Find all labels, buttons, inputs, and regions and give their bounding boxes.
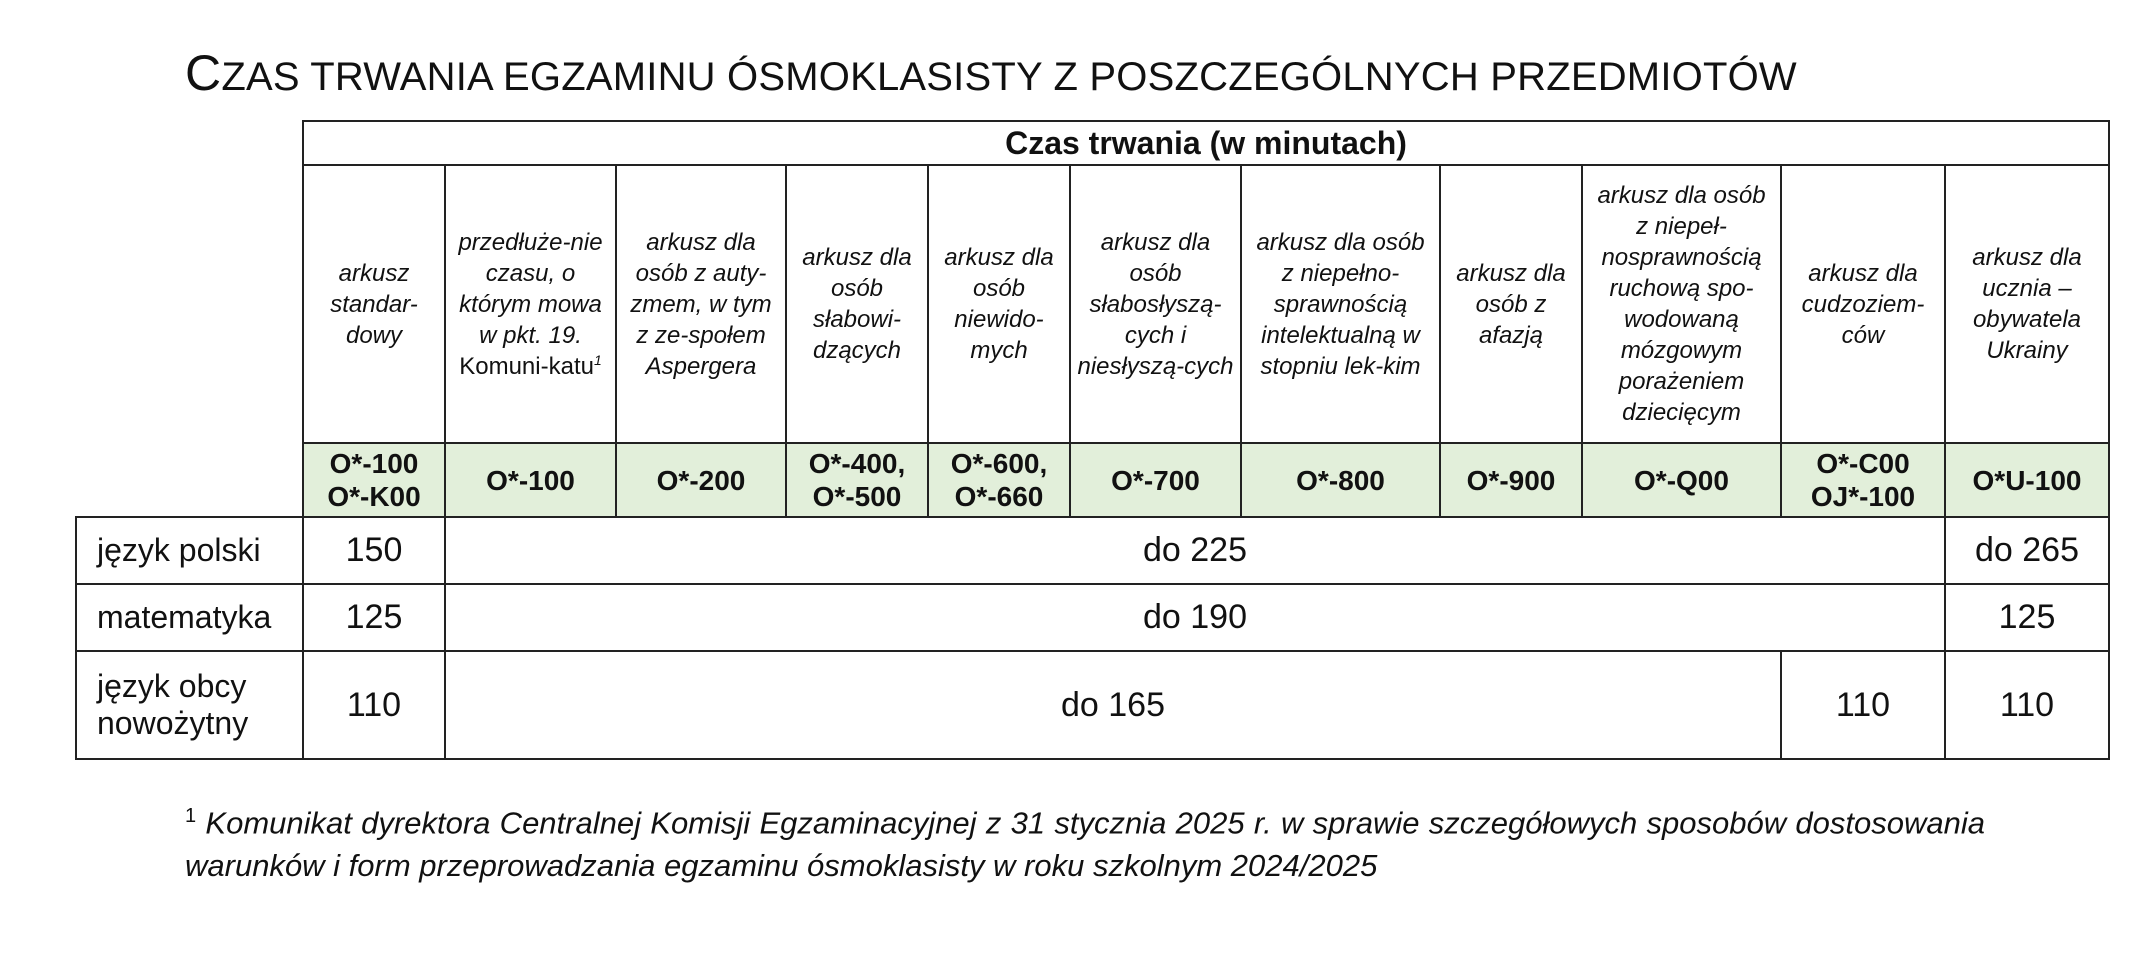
value-standard: 150 xyxy=(303,517,445,584)
col-desc-aphasia: arkusz dla osób z afazją xyxy=(1440,165,1582,443)
col-desc-cerebral-palsy: arkusz dla osób z niepeł-nosprawnością ruchową spo-wodowaną mózgowym porażeniem dziecięcym xyxy=(1582,165,1781,443)
code-standard: O*-100 O*-K00 xyxy=(303,443,445,517)
exam-duration-table xyxy=(75,120,2110,760)
col-desc-time-extension xyxy=(445,165,616,443)
code-autism: O*-200 xyxy=(616,443,786,517)
col-desc-standard: arkusz standar-dowy xyxy=(303,165,445,443)
footnote-ref: 1 xyxy=(593,351,602,368)
title-rest: ZAS TRWANIA EGZAMINU ÓSMOKLASISTY Z POSZCZEGÓLNYCH PRZEDMIOTÓW xyxy=(221,55,1797,99)
table-row-foreign-language xyxy=(76,651,2109,759)
page-title xyxy=(185,44,1797,102)
value-extended: do 225 xyxy=(445,517,1945,584)
col-desc-ukraine: arkusz dla ucznia – obywatela Ukrainy xyxy=(1945,165,2109,443)
code-cerebral-palsy: O*-Q00 xyxy=(1582,443,1781,517)
value-standard: 110 xyxy=(303,651,445,759)
corner-blank-cell xyxy=(76,121,303,517)
code-time-extension: O*-100 xyxy=(445,443,616,517)
value-ukraine: 110 xyxy=(1945,651,2109,759)
col-desc-extension-text: przedłuże-nie czasu, o którym mowa w pkt. 19. xyxy=(458,228,603,349)
col-desc-intellectual: arkusz dla osób z niepełno-sprawnością intelektualną w stopniu lek-kim xyxy=(1241,165,1440,443)
col-desc-hearing: arkusz dla osób słabosłyszą-cych i niesłyszą-cych xyxy=(1070,165,1241,443)
col-desc-autism: arkusz dla osób z auty-zmem, w tym z ze-społem Aspergera xyxy=(616,165,786,443)
value-extended: do 165 xyxy=(445,651,1781,759)
footnote-marker: 1 xyxy=(185,805,197,827)
title-initial: C xyxy=(185,45,222,101)
code-aphasia: O*-900 xyxy=(1440,443,1582,517)
table-row-polish xyxy=(76,517,2109,584)
group-header: Czas trwania (w minutach) xyxy=(303,121,2109,165)
code-blind: O*-600, O*-660 xyxy=(928,443,1070,517)
code-foreigners: O*-C00 OJ*-100 xyxy=(1781,443,1945,517)
code-ukraine: O*U-100 xyxy=(1945,443,2109,517)
table-row-math xyxy=(76,584,2109,651)
code-visually-impaired: O*-400, O*-500 xyxy=(786,443,928,517)
col-desc-extension-text-2: Komuni-katu xyxy=(459,352,594,380)
subject-cell: język polski xyxy=(76,517,303,584)
col-desc-visually-impaired: arkusz dla osób słabowi-dzących xyxy=(786,165,928,443)
footnote-text: Komunikat dyrektora Centralnej Komisji Egzaminacyjnej z 31 stycznia 2025 r. w sprawie szczegółowych sposobów dostosowania warunków i form przeprowadzania egzaminu ósmoklasisty w roku szkolnym 2024/2025 xyxy=(185,805,1985,884)
col-desc-foreigners: arkusz dla cudzoziem-ców xyxy=(1781,165,1945,443)
value-foreigners: 110 xyxy=(1781,651,1945,759)
subject-cell: matematyka xyxy=(76,584,303,651)
value-standard: 125 xyxy=(303,584,445,651)
subject-cell: język obcy nowożytny xyxy=(76,651,303,759)
code-hearing: O*-700 xyxy=(1070,443,1241,517)
value-ukraine: 125 xyxy=(1945,584,2109,651)
code-intellectual: O*-800 xyxy=(1241,443,1440,517)
footnote xyxy=(185,795,1985,887)
value-ukraine: do 265 xyxy=(1945,517,2109,584)
value-extended: do 190 xyxy=(445,584,1945,651)
col-desc-blind: arkusz dla osób niewido-mych xyxy=(928,165,1070,443)
